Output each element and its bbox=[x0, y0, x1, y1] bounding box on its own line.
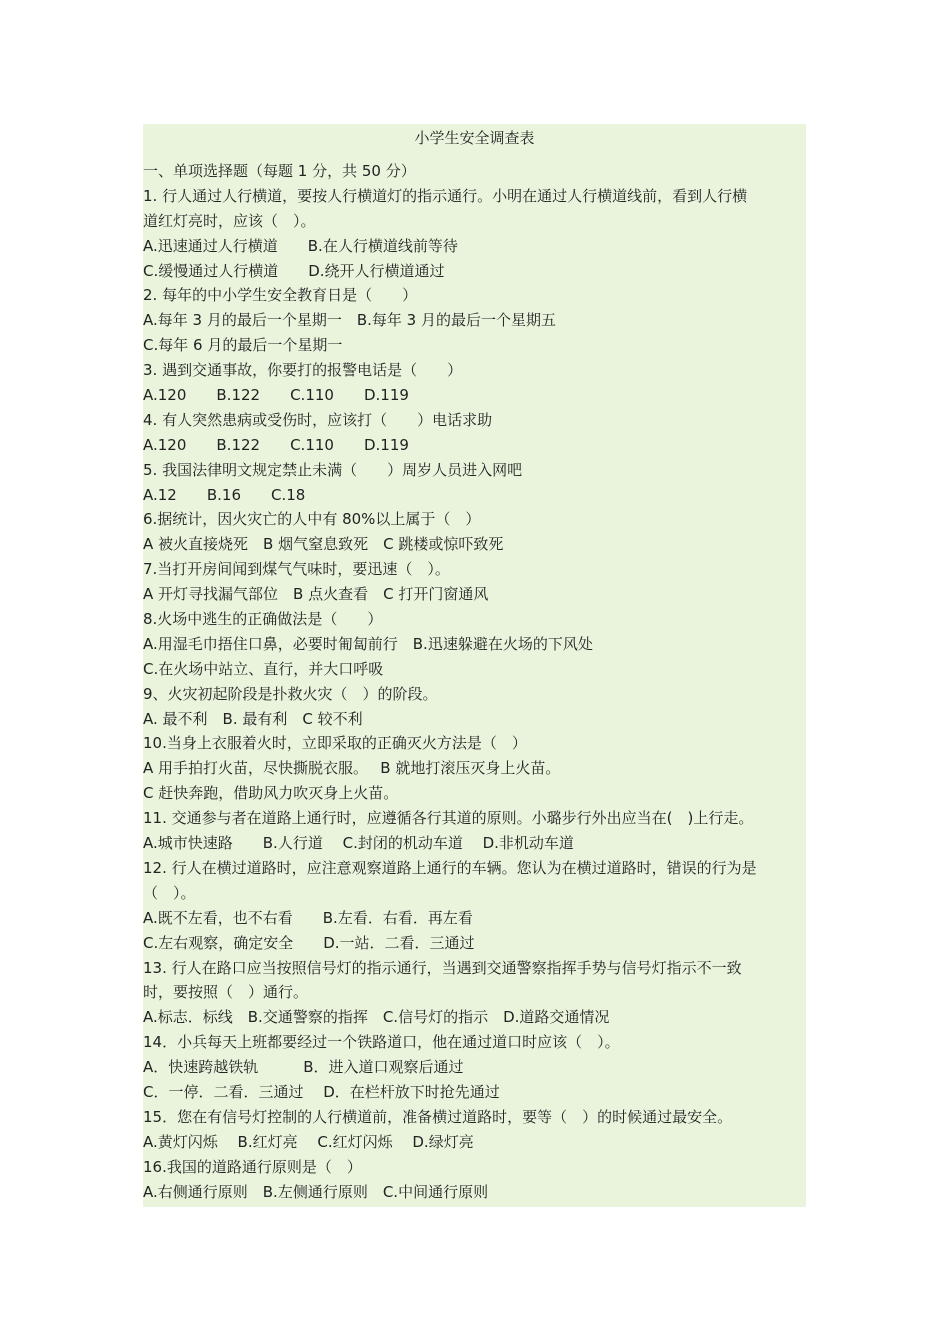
text-line: A.120 B.122 C.110 D.119 bbox=[143, 386, 409, 405]
text-line: 12. 行人在横过道路时，应注意观察道路上通行的车辆。您认为在横过道路时，错误的行为是 bbox=[143, 858, 757, 877]
text-line: A.120 B.122 C.110 D.119 bbox=[143, 435, 409, 454]
text-line: A.每年 3 月的最后一个星期一 B.每年 3 月的最后一个星期五 bbox=[143, 311, 556, 330]
text-line: 14．小兵每天上班都要经过一个铁路道口，他在通过道口时应该（ ）。 bbox=[143, 1033, 620, 1052]
text-line: C．一停．二看．三通过 D．在栏杆放下时抢先通过 bbox=[143, 1082, 500, 1101]
text-line: C.在火场中站立、直行，并大口呼吸 bbox=[143, 659, 384, 678]
text-line: A.用湿毛巾捂住口鼻，必要时匍匐前行 B.迅速躲避在火场的下风处 bbox=[143, 634, 593, 653]
text-line: 11. 交通参与者在道路上通行时，应遵循各行其道的原则。小璐步行外出应当在( )上行走。 bbox=[143, 809, 754, 828]
text-line: C.左右观察，确定安全 D.一站．二看．三通过 bbox=[143, 933, 475, 952]
text-line: 13. 行人在路口应当按照信号灯的指示通行，当遇到交通警察指挥手势与信号灯指示不一致 bbox=[143, 958, 742, 977]
text-line: 时，要按照（ ）通行。 bbox=[143, 983, 309, 1002]
text-line: 5. 我国法律明文规定禁止未满（ ）周岁人员进入网吧 bbox=[143, 460, 523, 479]
text-line: 1. 行人通过人行横道，要按人行横道灯的指示通行。小明在通过人行横道线前，看到人行横 bbox=[143, 186, 748, 205]
text-line: 2. 每年的中小学生安全教育日是（ ） bbox=[143, 286, 418, 305]
text-line: A.12 B.16 C.18 bbox=[143, 485, 306, 504]
text-line: 10.当身上衣服着火时，立即采取的正确灭火方法是（ ） bbox=[143, 734, 527, 753]
text-line: C.每年 6 月的最后一个星期一 bbox=[143, 336, 343, 355]
text-line: 15．您在有信号灯控制的人行横道前，准备横过道路时，要等（ ）的时候通过最安全。 bbox=[143, 1107, 733, 1126]
text-line: A.黄灯闪烁 B.红灯亮 C.红灯闪烁 D.绿灯亮 bbox=[143, 1132, 474, 1151]
text-line: 7.当打开房间闻到煤气气味时，要迅速（ ）。 bbox=[143, 560, 450, 579]
text-line: A．快速跨越铁轨 B．进入道口观察后通过 bbox=[143, 1058, 464, 1077]
text-line: A 被火直接烧死 B 烟气窒息致死 C 跳楼或惊吓致死 bbox=[143, 535, 504, 554]
text-line: （ ）。 bbox=[143, 883, 196, 902]
document-title: 小学生安全调查表 bbox=[414, 129, 535, 147]
text-line: C 赶快奔跑，借助风力吹灭身上火苗。 bbox=[143, 784, 399, 803]
text-line: A.右侧通行原则 B.左侧通行原则 C.中间通行原则 bbox=[143, 1182, 489, 1201]
text-line: 16.我国的道路通行原则是（ ） bbox=[143, 1157, 362, 1176]
text-line: A.迅速通过人行横道 B.在人行横道线前等待 bbox=[143, 236, 458, 255]
text-line: 9、火灾初起阶段是扑救火灾（ ）的阶段。 bbox=[143, 684, 438, 703]
text-line: 一、单项选择题（每题 1 分，共 50 分） bbox=[143, 162, 416, 180]
text-line: C.缓慢通过人行横道 D.绕开人行横道通过 bbox=[143, 261, 445, 280]
text-line: 8.火场中逃生的正确做法是（ ） bbox=[143, 610, 383, 629]
text-line: 道红灯亮时，应该（ ）。 bbox=[143, 211, 316, 230]
survey-sheet bbox=[143, 124, 806, 1207]
text-line: A.既不左看，也不右看 B.左看．右看．再左看 bbox=[143, 908, 473, 927]
text-line: A 开灯寻找漏气部位 B 点火查看 C 打开门窗通风 bbox=[143, 585, 489, 604]
text-line: A.标志．标线 B.交通警察的指挥 C.信号灯的指示 D.道路交通情况 bbox=[143, 1008, 610, 1027]
text-line: A 用手拍打火苗，尽快撕脱衣服。 B 就地打滚压灭身上火苗。 bbox=[143, 759, 561, 778]
text-line: 6.据统计，因火灾亡的人中有 80%以上属于（ ） bbox=[143, 510, 481, 529]
text-line: A. 最不利 B. 最有利 C 较不利 bbox=[143, 709, 363, 728]
text-line: 4. 有人突然患病或受伤时，应该打（ ）电话求助 bbox=[143, 410, 493, 429]
question-list bbox=[143, 159, 806, 1204]
text-line: 3. 遇到交通事故，你要打的报警电话是（ ） bbox=[143, 361, 463, 380]
text-line: A.城市快速路 B.人行道 C.封闭的机动车道 D.非机动车道 bbox=[143, 834, 574, 853]
